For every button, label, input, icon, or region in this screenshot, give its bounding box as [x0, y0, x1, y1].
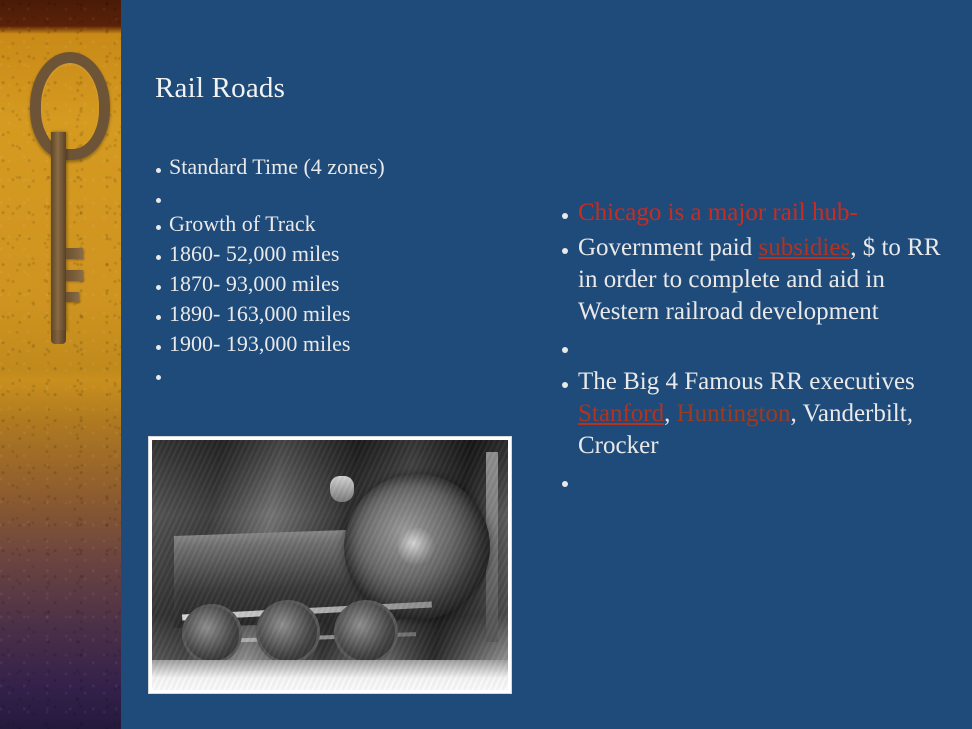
list-item-text-big4-pre: The Big 4 Famous RR executives — [578, 368, 915, 395]
slide-title: Rail Roads — [155, 72, 286, 104]
list-item-blank — [155, 182, 525, 208]
key-tooth-shape — [66, 248, 83, 259]
key-tooth-shape — [66, 270, 83, 281]
huntington-text[interactable]: Huntington — [676, 400, 791, 427]
key-tooth-shape — [66, 292, 79, 302]
list-item — [562, 197, 962, 229]
list-item — [562, 366, 962, 462]
key-tip-shape — [51, 330, 66, 344]
left-content-column — [155, 152, 525, 386]
right-content-column — [562, 197, 962, 500]
list-item-text: 1870- 93,000 miles — [169, 271, 340, 297]
list-item-blank — [562, 465, 962, 497]
left-bullet-list — [155, 152, 525, 385]
list-item-text: 1860- 52,000 miles — [169, 241, 340, 267]
list-item-text: Growth of Track — [169, 211, 316, 237]
list-item — [155, 299, 525, 328]
list-item-blank — [155, 359, 525, 385]
list-item — [155, 152, 525, 181]
list-item-text-subsidies-post: , $ to RR in order to complete and aid in Western railroad development — [578, 234, 941, 325]
list-item-text-big4-post: , Vanderbilt, Crocker — [578, 400, 913, 459]
photo-grain-overlay — [152, 440, 508, 690]
list-item-text-chicago: Chicago is a major rail hub- — [578, 199, 858, 226]
list-item-blank — [562, 331, 962, 363]
list-item — [155, 329, 525, 358]
key-shaft-shape — [51, 132, 66, 332]
decorative-left-strip — [0, 0, 121, 729]
steam-locomotive-photo — [148, 436, 512, 694]
list-item — [562, 232, 962, 328]
list-item-text-subsidies-pre: Government paid — [578, 234, 759, 261]
stanford-link[interactable]: Stanford — [578, 400, 665, 427]
key-bow-shape — [30, 52, 110, 160]
list-item-text-comma: , — [664, 400, 677, 427]
subsidies-link[interactable]: subsidies — [758, 234, 851, 261]
list-item — [155, 239, 525, 268]
list-item-text: 1900- 193,000 miles — [169, 331, 351, 357]
list-item — [155, 269, 525, 298]
photo-inner — [152, 440, 508, 690]
right-bullet-list — [562, 197, 962, 497]
key-icon — [18, 52, 102, 362]
list-item-text: Standard Time (4 zones) — [169, 154, 385, 179]
list-item-text: 1890- 163,000 miles — [169, 301, 351, 327]
list-item — [155, 209, 525, 238]
